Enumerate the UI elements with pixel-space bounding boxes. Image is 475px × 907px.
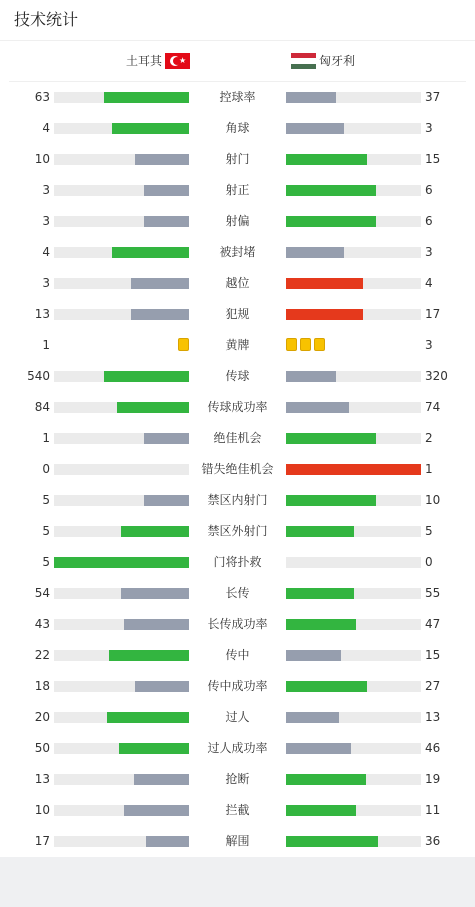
stat-label: 射正 [225,183,250,197]
away-bar [286,247,344,258]
away-bar-track [286,402,421,413]
away-team [291,52,355,70]
away-bar-track [286,650,421,661]
home-bar [121,588,189,599]
home-bar [146,836,189,847]
away-bar [286,836,378,847]
yellow-card-icon [286,338,297,351]
away-bar-track [286,774,421,785]
home-value: 18 [34,679,50,693]
home-bar-track [54,371,189,382]
home-bar-track [54,619,189,630]
home-bar-track [54,154,189,165]
home-bar-track [54,123,189,134]
away-bar-track [286,433,421,444]
home-bar [135,154,189,165]
home-bar [124,805,189,816]
away-value: 5 [425,524,433,538]
away-team-name: 匈牙利 [319,54,356,68]
away-value: 74 [425,400,441,414]
away-value: 19 [425,772,441,786]
home-bar [134,774,189,785]
home-bar-track [54,712,189,723]
away-bar [286,495,376,506]
away-bar [286,402,349,413]
home-value: 4 [42,121,50,135]
home-team-name: 土耳其 [125,54,162,68]
away-value: 13 [425,710,441,724]
stat-label: 绝佳机会 [213,431,262,445]
stat-row [0,113,475,144]
stat-label: 传中成功率 [207,679,268,693]
away-bar [286,650,341,661]
stat-label: 被封堵 [219,245,256,259]
away-value: 1 [425,462,433,476]
stat-label: 控球率 [219,90,256,104]
away-value: 3 [425,121,433,135]
away-value: 3 [425,245,433,259]
away-value: 6 [425,214,433,228]
home-value: 63 [34,90,50,104]
home-bar-track [54,92,189,103]
away-bar-track [286,92,421,103]
away-bar [286,216,376,227]
stat-row [0,144,475,175]
stat-row [0,826,475,857]
away-bar [286,92,336,103]
away-bar [286,526,354,537]
stat-label: 抢断 [225,772,250,786]
stat-row [0,795,475,826]
yellow-card-icon [300,338,311,351]
away-bar [286,588,354,599]
home-bar-track [54,464,189,475]
page-title: 技术统计 [14,10,79,29]
stat-label: 拦截 [225,803,250,817]
away-value: 320 [425,369,448,383]
away-value: 27 [425,679,441,693]
stat-label: 角球 [225,121,250,135]
home-bar-track [54,557,189,568]
away-value: 10 [425,493,441,507]
away-bar [286,185,376,196]
away-bar-track [286,836,421,847]
home-yellow-cards [178,338,189,351]
stat-label: 越位 [225,276,250,290]
home-bar-track [54,650,189,661]
home-value: 84 [34,400,50,414]
home-bar-track [54,743,189,754]
home-bar [121,526,189,537]
home-value: 5 [42,524,50,538]
away-value: 46 [425,741,441,755]
home-bar-track [54,309,189,320]
home-value: 3 [42,183,50,197]
stat-row [0,330,475,361]
away-value: 15 [425,648,441,662]
stat-row [0,764,475,795]
away-value: 47 [425,617,441,631]
home-bar [112,247,189,258]
stat-label: 解围 [225,834,250,848]
away-bar-track [286,743,421,754]
stat-label: 过人 [225,710,250,724]
stat-label: 长传 [225,586,250,600]
home-value: 0 [42,462,50,476]
home-value: 20 [34,710,50,724]
stat-label: 禁区内射门 [207,493,268,507]
away-bar-track [286,557,421,568]
stat-row [0,82,475,113]
away-bar [286,371,336,382]
home-bar [117,402,189,413]
home-bar [107,712,189,723]
home-value: 13 [34,307,50,321]
stat-label: 传中 [225,648,250,662]
away-value: 3 [425,338,433,352]
home-value: 540 [27,369,50,383]
home-bar [104,371,189,382]
away-bar-track [286,371,421,382]
home-bar-track [54,433,189,444]
home-value: 22 [34,648,50,662]
home-value: 5 [42,493,50,507]
stat-row [0,609,475,640]
away-value: 11 [425,803,441,817]
stat-row [0,733,475,764]
away-bar [286,712,339,723]
stat-label: 门将扑救 [213,555,262,569]
home-bar [144,216,189,227]
stat-row [0,237,475,268]
away-bar [286,278,363,289]
home-bar-track [54,681,189,692]
away-value: 2 [425,431,433,445]
away-bar-track [286,681,421,692]
away-value: 36 [425,834,441,848]
home-value: 50 [34,741,50,755]
stat-row [0,671,475,702]
home-bar [144,185,189,196]
home-bar-track [54,588,189,599]
away-bar-track [286,123,421,134]
stat-row [0,516,475,547]
home-value: 3 [42,214,50,228]
away-bar-track [286,805,421,816]
home-bar [124,619,189,630]
home-bar-track [54,836,189,847]
away-bar-track [286,712,421,723]
hungary-flag-icon [291,53,316,69]
stat-row [0,454,475,485]
stat-label: 过人成功率 [207,741,268,755]
stat-row [0,268,475,299]
stat-row [0,640,475,671]
home-value: 10 [34,152,50,166]
stat-label: 错失绝佳机会 [201,462,274,476]
stat-row [0,578,475,609]
home-value: 4 [42,245,50,259]
away-bar-track [286,278,421,289]
stat-row [0,392,475,423]
away-value: 4 [425,276,433,290]
away-value: 0 [425,555,433,569]
home-value: 5 [42,555,50,569]
home-bar [144,495,189,506]
stat-label: 禁区外射门 [207,524,268,538]
away-bar-track [286,309,421,320]
home-bar [119,743,189,754]
away-bar-track [286,495,421,506]
away-yellow-cards [286,338,325,351]
home-bar-track [54,185,189,196]
home-value: 43 [34,617,50,631]
away-bar-track [286,185,421,196]
stat-label: 犯规 [225,307,250,321]
away-bar [286,433,376,444]
teams-header [0,41,475,81]
home-bar [109,650,189,661]
home-bar [131,278,189,289]
stats-list [0,82,475,857]
home-value: 13 [34,772,50,786]
away-value: 37 [425,90,441,104]
home-value: 1 [42,338,50,352]
away-bar-track [286,216,421,227]
stat-row [0,206,475,237]
stat-label: 黄牌 [225,338,250,352]
away-bar-track [286,619,421,630]
away-bar [286,619,356,630]
stat-row [0,423,475,454]
stat-row [0,299,475,330]
away-bar [286,805,356,816]
away-value: 17 [425,307,441,321]
away-bar [286,309,363,320]
home-bar [104,92,189,103]
home-bar-track [54,402,189,413]
home-bar [144,433,189,444]
turkey-flag-icon: ★ [165,53,190,69]
away-bar [286,681,367,692]
away-value: 6 [425,183,433,197]
away-bar [286,154,367,165]
home-value: 17 [34,834,50,848]
home-bar [112,123,189,134]
home-bar-track [54,774,189,785]
stat-row [0,175,475,206]
stat-label: 射偏 [225,214,250,228]
home-bar [131,309,189,320]
home-bar-track [54,247,189,258]
away-value: 15 [425,152,441,166]
away-bar [286,123,344,134]
stat-row [0,547,475,578]
home-value: 1 [42,431,50,445]
away-bar-track [286,247,421,258]
stat-label: 长传成功率 [207,617,268,631]
home-bar-track [54,526,189,537]
away-bar [286,464,421,475]
away-bar-track [286,154,421,165]
home-bar-track [54,495,189,506]
home-bar-track [54,278,189,289]
home-value: 3 [42,276,50,290]
stat-label: 射门 [225,152,250,166]
stat-label: 传球 [225,369,250,383]
home-bar-track [54,216,189,227]
home-team [126,52,190,70]
away-bar-track [286,464,421,475]
stat-row [0,361,475,392]
yellow-card-icon [314,338,325,351]
yellow-card-icon [178,338,189,351]
away-bar-track [286,588,421,599]
stat-row [0,702,475,733]
away-value: 55 [425,586,441,600]
home-value: 10 [34,803,50,817]
away-bar-track [286,526,421,537]
home-value: 54 [34,586,50,600]
home-bar-track [54,805,189,816]
stat-row [0,485,475,516]
away-bar [286,774,366,785]
away-bar [286,743,351,754]
home-bar [54,557,189,568]
home-bar [135,681,189,692]
stat-label: 传球成功率 [207,400,268,414]
